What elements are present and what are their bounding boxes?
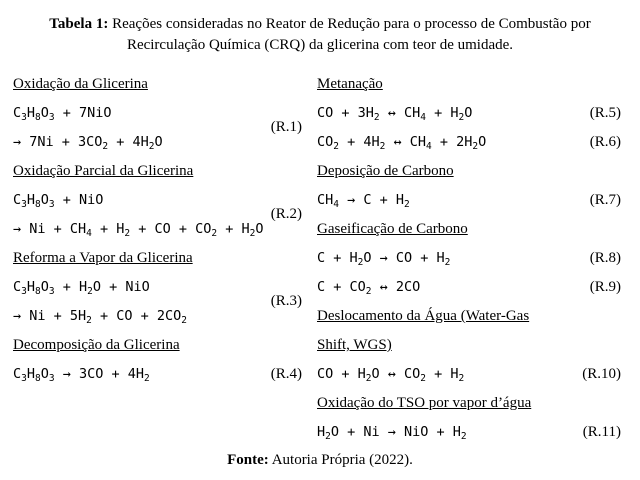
section-heading: Deposição de Carbono: [317, 163, 454, 179]
section-heading: Metanação: [317, 76, 383, 92]
equation-r2-line1: $C_3H_8O_3$ + NiO: [13, 192, 104, 210]
table-caption: [20, 14, 620, 56]
reaction-r4: [13, 360, 306, 389]
reaction-label: (R.8): [589, 250, 621, 266]
reaction-r1: [13, 99, 306, 135]
section-heading: Oxidação Parcial da Glicerina: [13, 163, 194, 179]
reaction-r9: [317, 273, 625, 302]
reaction-r5: [317, 99, 625, 128]
section-heading-line2: Shift, WGS): [317, 337, 392, 353]
equation-r1-line2: → $7Ni + 3CO_2 + 4H_2O$: [13, 134, 163, 152]
reaction-label: (R.5): [589, 105, 621, 121]
reaction-r2-cont: [13, 215, 306, 244]
reaction-label: (R.1): [270, 119, 302, 135]
equation-r3-line1: $C_3H_8O_3 + H_2O$ + NiO: [13, 279, 150, 297]
equation-r6: $CO_2 + 4H_2$ ↔ $CH_4 + 2H_2O$: [317, 134, 487, 152]
equation-r2-line2: → $Ni + CH_4 + H_2$ + CO + $CO_2 + H_2O$: [13, 221, 264, 239]
reaction-r7: [317, 186, 625, 215]
equation-r4: $C_3H_8O_3 \to 3CO + 4H_2$: [13, 366, 150, 384]
equation-r10: CO + $H_2O$ ↔ $CO_2 + H_2$: [317, 366, 465, 384]
equation-r9: $C + CO_2$ ↔ 2CO: [317, 279, 421, 297]
section-heading: Oxidação do TSO por vapor d’água: [317, 395, 532, 411]
equation-r11: $H_2O + Ni$ → NiO + $H_2$: [317, 424, 467, 442]
section-glycerol-steam-reforming: [13, 244, 306, 273]
reaction-r2: [13, 186, 306, 222]
section-methanation: [317, 70, 625, 99]
reaction-label: (R.9): [589, 279, 621, 295]
section-glycerol-oxidation: [13, 70, 306, 99]
caption-label: Tabela 1:: [49, 16, 109, 32]
left-column: [13, 70, 306, 389]
section-heading: Decomposição da Glicerina: [13, 337, 180, 353]
section-heading-line1: Deslocamento da Água (Water-Gas: [317, 308, 530, 324]
source-text: Autoria Própria (2022).: [271, 452, 413, 468]
section-glycerol-partial-oxidation: [13, 157, 306, 186]
reaction-label: (R.11): [582, 424, 621, 440]
section-carbon-gasification: [317, 215, 625, 244]
reaction-r8: [317, 244, 625, 273]
section-heading: Reforma a Vapor da Glicerina: [13, 250, 193, 266]
reaction-label: (R.4): [270, 366, 302, 382]
table-source: [0, 452, 640, 469]
reaction-r3: [13, 273, 306, 309]
reaction-label: (R.10): [582, 366, 621, 382]
reaction-r1-cont: [13, 128, 306, 157]
reaction-r10: [317, 360, 625, 389]
right-column: [317, 70, 625, 447]
equation-r5: CO + $3H_2$ ↔ $CH_4 + H_2O$: [317, 105, 473, 123]
section-glycerol-decomposition: [13, 331, 306, 360]
reaction-label: (R.7): [589, 192, 621, 208]
source-label: Fonte:: [227, 452, 269, 468]
equation-r7: $CH_4 \to C + H_2$: [317, 192, 410, 210]
section-tso-steam-oxidation: [317, 389, 625, 418]
reaction-r11: [317, 418, 625, 447]
reaction-r6: [317, 128, 625, 157]
reaction-label: (R.6): [589, 134, 621, 150]
section-water-gas-shift-cont: [317, 331, 625, 360]
section-heading: Oxidação da Glicerina: [13, 76, 148, 92]
reaction-r3-cont: [13, 302, 306, 331]
caption-text: Reações consideradas no Reator de Redução para o processo de Combustão por Recirculação Química (CRQ) da glicerina com teor de umidade.: [112, 16, 591, 53]
reaction-label: (R.2): [270, 206, 302, 222]
equation-r8: $C + H_2O$ → CO + $H_2$: [317, 250, 451, 268]
section-water-gas-shift: [317, 302, 625, 331]
reaction-label: (R.3): [270, 293, 302, 309]
equation-r3-line2: → $Ni + 5H_2$ + CO + $2CO_2$: [13, 308, 188, 326]
section-carbon-deposition: [317, 157, 625, 186]
equation-r1-line1: $C_3H_8O_3 + 7NiO$: [13, 105, 112, 123]
section-heading: Gaseificação de Carbono: [317, 221, 468, 237]
